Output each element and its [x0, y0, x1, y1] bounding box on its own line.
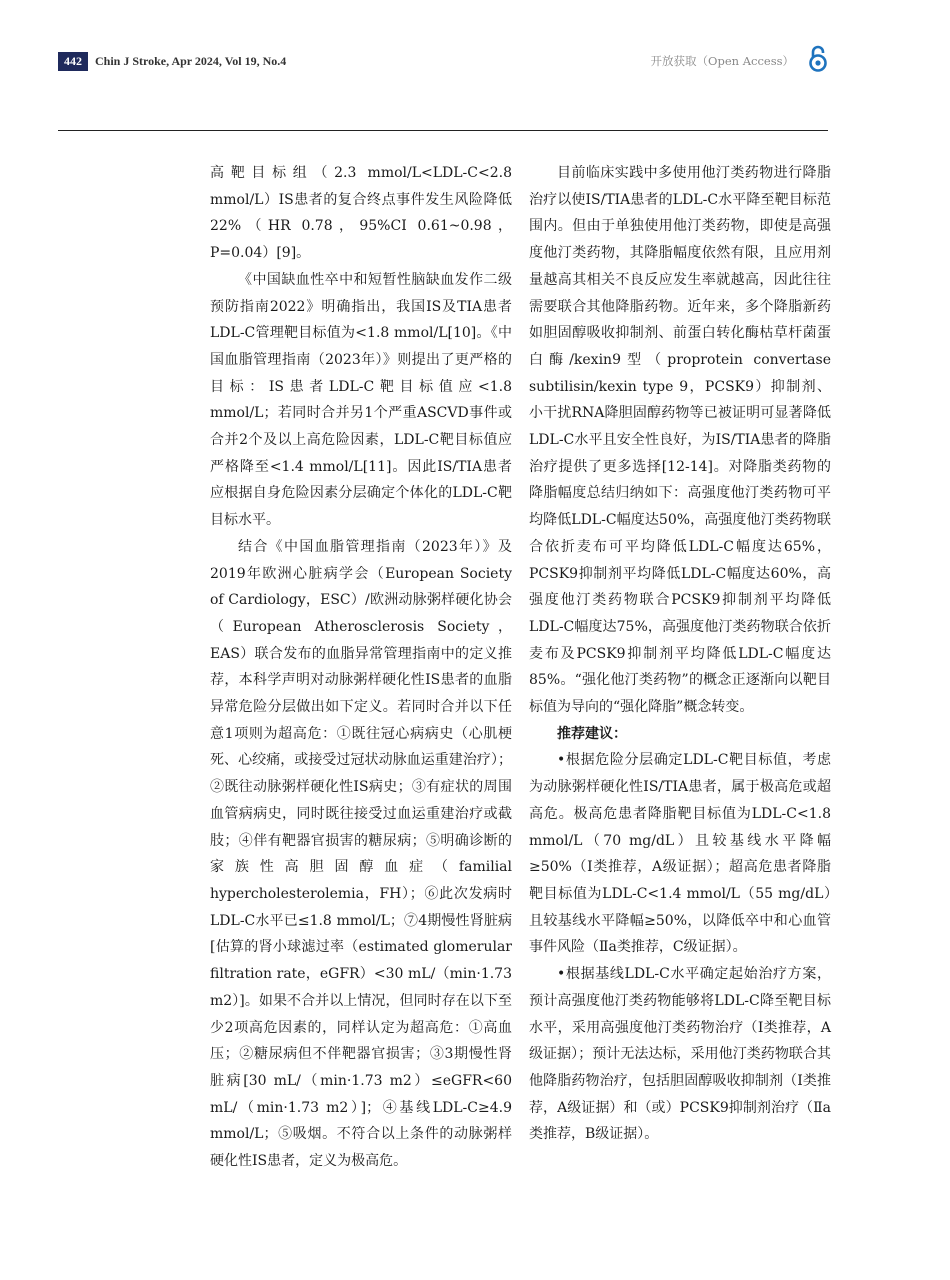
recommendations-heading: 推荐建议： — [557, 725, 627, 742]
journal-citation: Chin J Stroke, Apr 2024, Vol 19, No.4 — [95, 54, 287, 68]
recommendation-item-1: •根据危险分层确定LDL-C靶目标值，考虑为动脉粥样硬化性IS/TIA患者，属于极高危或超高危。极高危患者降脂靶目标值为LDL-C<1.8 mmol/L（70 mg/dL）且较基线水平降幅≥50%（Ⅰ类推荐，A级证据）；超高危患者降脂靶目标值为LDL-C<1.4 mmol/L（55 mg/dL）且较基线水平降幅≥50%，以降低卒中和心血管事件风险（Ⅱa类推荐，C级证据）。 — [529, 752, 831, 956]
recommendation-item-2: •根据基线LDL-C水平确定起始治疗方案，预计高强度他汀类药物能够将LDL-C降至靶目标水平，采用高强度他汀类药物治疗（Ⅰ类推荐，A级证据）；预计无法达标，采用他汀类药物联合其他降脂药物治疗，包括胆固醇吸收抑制剂（Ⅰ类推荐，A级证据）和（或）PCSK9抑制剂治疗（Ⅱa类推荐，B级证据）。 — [529, 966, 831, 1143]
right-paragraph-1: 目前临床实践中多使用他汀类药物进行降脂治疗以使IS/TIA患者的LDL-C水平降至靶目标范围内。但由于单独使用他汀类药物，即使是高强度他汀类药物，其降脂幅度依然有限，且应用剂量越高其相关不良反应发生率就越高，因此往往需要联合其他降脂药物。近年来，多个降脂新药如胆固醇吸收抑制剂、前蛋白转化酶枯草杆菌蛋白酶/kexin9型（proprotein convertase subtilisin/kexin type 9，PCSK9）抑制剂、小干扰RNA降胆固醇药物等已被证明可显著降低LDL-C水平且安全性良好，为IS/TIA患者的降脂治疗提供了更多选择[12-14]。对降脂类药物的降脂幅度总结归纳如下：高强度他汀类药物可平均降低LDL-C幅度达50%，高强度他汀类药物联合依折麦布可平均降低LDL-C幅度达65%，PCSK9抑制剂平均降低LDL-C幅度达60%，高强度他汀类药物联合PCSK9抑制剂平均降低LDL-C幅度达75%，高强度他汀类药物联合依折麦布及PCSK9抑制剂平均降低LDL-C幅度达85%。“强化他汀类药物”的概念正逐渐向以靶目标值为导向的“强化降脂”概念转变。 — [529, 165, 831, 716]
left-paragraph-3: 结合《中国血脂管理指南（2023年）》及2019年欧洲心脏病学会（European Society of Cardiology，ESC）/欧洲动脉粥样硬化协会（European Atherosclerosis Society，EAS）联合发布的血脂异常管理指南中的定义推荐，本科学声明对动脉粥样硬化性IS患者的血脂异常危险分层做出如下定义。若同时合并以下任意1项则为超高危：①既往冠心病病史（心肌梗死、心绞痛，或接受过冠状动脉血运重建治疗）；②既往动脉粥样硬化性IS病史；③有症状的周围血管病病史，同时既往接受过血运重建治疗或截肢；④伴有靶器官损害的糖尿病；⑤明确诊断的家族性高胆固醇血症（familial hypercholesterolemia，FH）；⑥此次发病时LDL-C水平已≤1.8 mmol/L；⑦4期慢性肾脏病[估算的肾小球滤过率（estimated glomerular filtration rate，eGFR）<30 mL/（min·1.73 m2）]。如果不合并以上情况，但同时存在以下至少2项高危因素的，同样认定为超高危：①高血压；②糖尿病但不伴靶器官损害；③3期慢性肾脏病[30 mL/（min·1.73 m2）≤eGFR<60 mL/（min·1.73 m2）]；④基线LDL-C≥4.9 mmol/L；⑤吸烟。不符合以上条件的动脉粥样硬化性IS患者，定义为极高危。 — [210, 538, 512, 1170]
page-number: 442 — [58, 52, 88, 71]
open-access-label: 开放获取（Open Access） — [650, 54, 794, 68]
open-access-lock-icon — [808, 44, 828, 72]
header-divider — [58, 130, 828, 131]
left-paragraph-1: 高靶目标组（2.3 mmol/L<LDL-C<2.8 mmol/L）IS患者的复合终点事件发生风险降低22%（HR 0.78，95%CI 0.61~0.98，P=0.04）[9]。 — [210, 165, 512, 262]
left-column — [210, 160, 512, 1175]
right-column — [529, 160, 831, 1148]
left-paragraph-2: 《中国缺血性卒中和短暂性脑缺血发作二级预防指南2022》明确指出，我国IS及TIA患者LDL-C管理靶目标值为<1.8 mmol/L[10]。《中国血脂管理指南（2023年）》则提出了更严格的目标：IS患者LDL-C靶目标值应<1.8 mmol/L；若同时合并另1个严重ASCVD事件或合并2个及以上高危险因素，LDL-C靶目标值应严格降至<1.4 mmol/L[11]。因此IS/TIA患者应根据自身危险因素分层确定个体化的LDL-C靶目标水平。 — [210, 271, 512, 529]
